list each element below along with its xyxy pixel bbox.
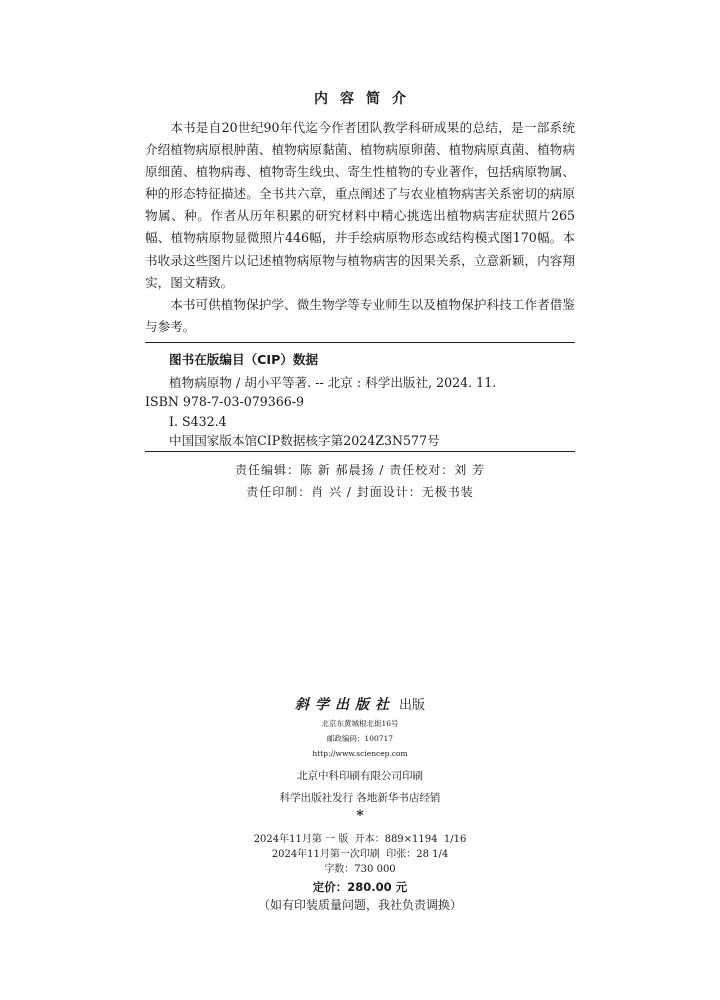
summary-body <box>145 117 575 338</box>
publisher-suffix: 出版 <box>398 698 425 713</box>
printing-info <box>0 765 720 809</box>
cip-record-number: 中国国家版本馆CIP数据核字第2024Z3N577号 <box>169 433 440 448</box>
cip-block <box>145 350 575 451</box>
impression-line: 2024年11月第一次印刷 印张：28 1/4 <box>271 849 449 860</box>
separator-star: * <box>356 808 364 824</box>
summary-paragraph-2: 本书可供植物保护学、微生物学等专业师生以及植物保护科技工作者借鉴与参考。 <box>145 296 575 334</box>
cip-title-line: 植物病原物 / 胡小平等著. -- 北京 : 科学出版社, 2024. 11. <box>169 374 497 390</box>
cip-heading: 图书在版编目（CIP）数据 <box>169 352 319 367</box>
publisher-line <box>0 694 720 714</box>
publisher-contact <box>0 716 720 761</box>
editors-block <box>0 459 720 503</box>
cip-classification: Ⅰ. S432.4 <box>169 413 227 429</box>
quality-notice: （如有印装质量问题，我社负责调换） <box>257 898 462 912</box>
wordcount-line: 字数：730 000 <box>324 864 396 875</box>
price: 定价：280.00 元 <box>312 880 408 894</box>
publisher-postcode: 邮政编码：100717 <box>326 734 394 743</box>
cip-isbn: ISBN 978-7-03-079366-9 <box>145 394 305 409</box>
publisher-url: http://www.sciencep.com <box>312 749 408 758</box>
printer-name: 北京中科印刷有限公司印刷 <box>297 770 423 782</box>
summary-title: 内容简介 <box>314 91 418 107</box>
publisher-address: 北京东黄城根北街16号 <box>321 719 399 728</box>
divider-top <box>145 342 575 343</box>
editors-line-1: 责任编辑：陈 新 郝晨扬 / 责任校对：刘 芳 <box>234 463 486 477</box>
divider-bottom <box>145 451 575 452</box>
publisher-name: 斜学出版社 <box>294 697 395 713</box>
editors-line-2: 责任印制：肖 兴 / 封面设计：无极书装 <box>246 485 474 499</box>
summary-paragraph-1: 本书是自20世纪90年代迄今作者团队教学科研成果的总结，是一部系统介绍植物病原根肿菌、植物病原黏菌、植物病原卵菌、植物病原真菌、植物病原细菌、植物病毒、植物寄生线虫、寄生性植物的专业著作，包括病原物属、种的形态特征描述。全书共六章，重点阐述了与农业植物病害关系密切的病原物属、种。作者从历年积累的研究材料中精心挑选出植物病害症状照片265幅、植物病原物显微照片446幅，并手绘病原物形态或结构模式图170幅。本书收录这些图片以记述植物病原物与植物病害的因果关系，立意新颖，内容翔实，图文精致。 <box>145 120 575 290</box>
distributor: 科学出版社发行 各地新华书店经销 <box>279 792 441 804</box>
edition-specs <box>0 832 720 877</box>
edition-line: 2024年11月第 一 版 开本：889×1194 1/16 <box>253 834 467 845</box>
